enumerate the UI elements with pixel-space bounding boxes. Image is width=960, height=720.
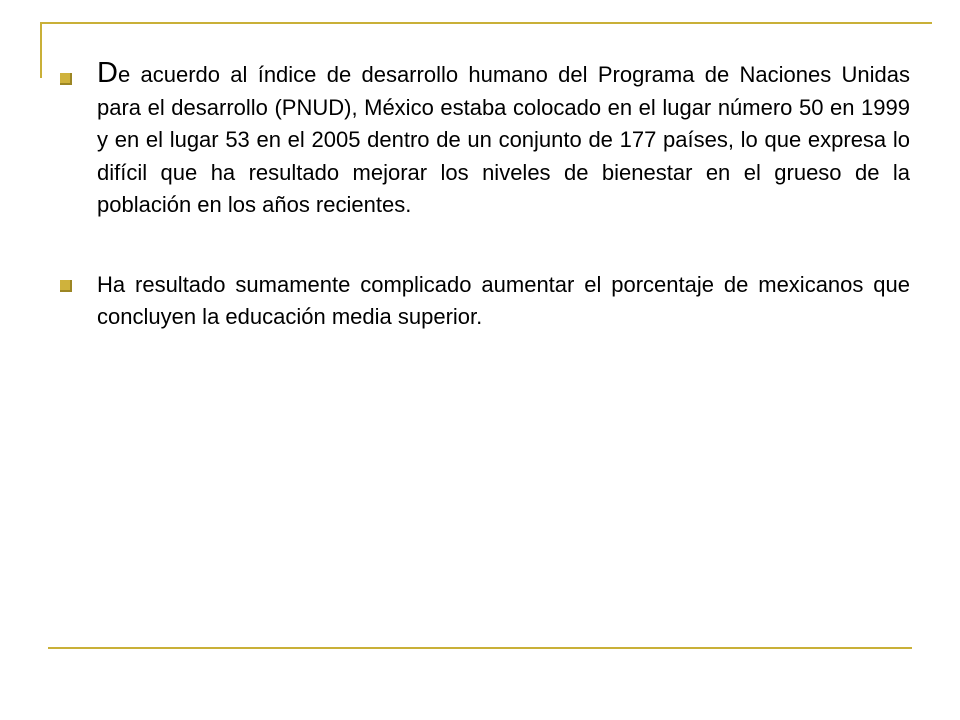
bullet-2-text: Ha resultado sumamente complicado aumentar el porcentaje de mexicanos que concluyen la educación media superior. [97, 271, 910, 329]
frame-left-line [40, 22, 42, 78]
bullet-1-text: e acuerdo al índice de desarrollo humano del Programa de Naciones Unidas para el desarrollo (PNUD), México estaba colocado en el lugar número 50 en 1999 y en el lugar 53 en el 2005 dentro de un conjunto de 177 países, lo que expresa lo difícil que ha resultado mejorar los niveles de bienestar en el grueso de la población en los años recientes. [97, 62, 910, 217]
slide-content [60, 57, 910, 334]
square-bullet-icon [60, 280, 72, 292]
bullet-item-2 [60, 269, 910, 334]
frame-top-line [40, 22, 932, 24]
frame-bottom-line [48, 647, 912, 649]
bullet-1-dropcap: D [97, 57, 118, 89]
bullet-item-1 [60, 57, 910, 222]
square-bullet-icon [60, 73, 72, 85]
